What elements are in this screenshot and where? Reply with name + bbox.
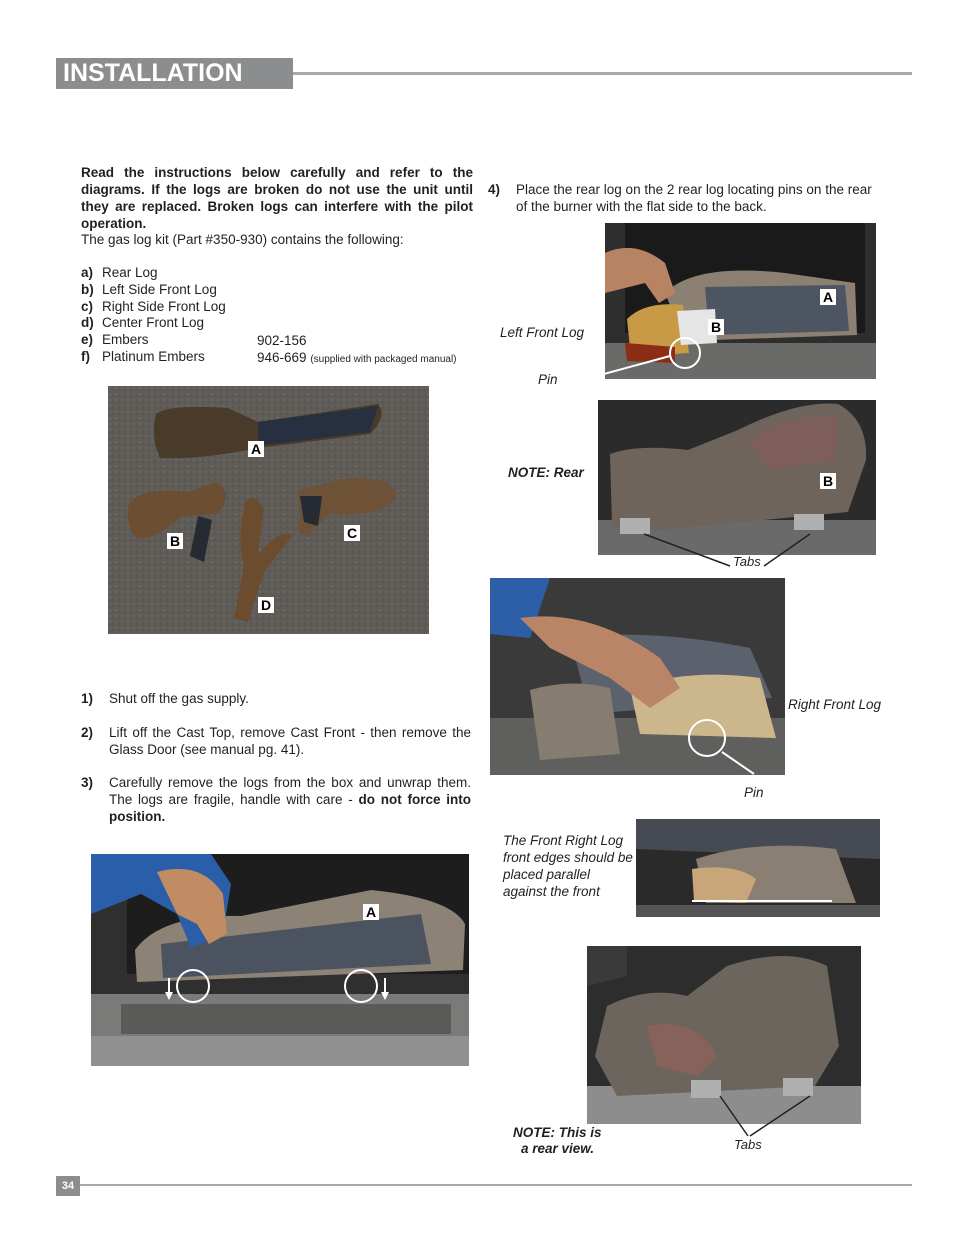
list-item: d) Center Front Log — [81, 315, 205, 330]
list-item: e) Embers — [81, 332, 149, 347]
step-3: 3) Carefully remove the logs from the box and unwrap them. The logs are fragile, handle with care - do not force into position. — [81, 775, 472, 824]
photo-label: B — [167, 533, 183, 549]
tabs-pointer — [700, 1090, 830, 1140]
log-kit-photo — [108, 386, 429, 634]
kit-text: The gas log kit (Part #350-930) contains the following: — [81, 232, 404, 247]
rear-log-placement-photo — [91, 854, 469, 1066]
photo-label: B — [820, 473, 836, 489]
caption-tabs: Tabs — [733, 554, 761, 569]
step-1: 1) Shut off the gas supply. — [81, 691, 249, 706]
caption-note-rear-view: a rear view. — [521, 1141, 595, 1156]
tabs-pointer — [640, 530, 820, 570]
list-item: f) Platinum Embers — [81, 349, 205, 364]
caption-note-rear: NOTE: Rear — [508, 465, 584, 480]
caption-pin: Pin — [538, 372, 558, 387]
list-item: a) Rear Log — [81, 265, 158, 280]
photo-label: A — [363, 904, 379, 920]
step-4: 4) Place the rear log on the 2 rear log locating pins on the rear of the burner with the flat side to the back. — [488, 182, 872, 214]
list-item: b) Left Side Front Log — [81, 282, 217, 297]
pin-arrow — [720, 748, 760, 778]
footer-rule — [80, 1184, 912, 1186]
front-right-log-photo — [636, 819, 880, 917]
caption-tabs: Tabs — [734, 1137, 762, 1152]
photo-label: A — [248, 441, 264, 457]
part-number: 946-669 (supplied with packaged manual) — [257, 350, 457, 365]
photo-label: D — [258, 597, 274, 613]
photo-label: C — [344, 525, 360, 541]
right-front-log-photo — [490, 578, 785, 775]
page-title: INSTALLATION — [63, 59, 243, 87]
pin-arrow — [600, 340, 690, 380]
intro-warning: Read the instructions below carefully and refer to the diagrams. If the logs are broken do not use the unit until they are replaced. Broken logs can interfere with the pilot operation. — [81, 165, 473, 231]
step-2: 2) Lift off the Cast Top, remove Cast Front - then remove the Glass Door (see manual pg. 41). — [81, 725, 471, 757]
list-item: c) Right Side Front Log — [81, 299, 226, 314]
photo-label: A — [820, 289, 836, 305]
part-number: 902-156 — [257, 333, 307, 348]
caption-left-front-log: Left Front Log — [500, 325, 585, 340]
caption-front-right-note: The Front Right Log front edges should be placed parallel against the front — [503, 833, 633, 899]
header-rule — [293, 72, 912, 75]
caption-right-front-log: Right Front Log — [788, 697, 882, 712]
caption-note-rear-view: NOTE: This is — [513, 1125, 602, 1140]
photo-label: B — [708, 319, 724, 335]
caption-pin: Pin — [744, 785, 764, 800]
page-number: 34 — [56, 1176, 80, 1196]
